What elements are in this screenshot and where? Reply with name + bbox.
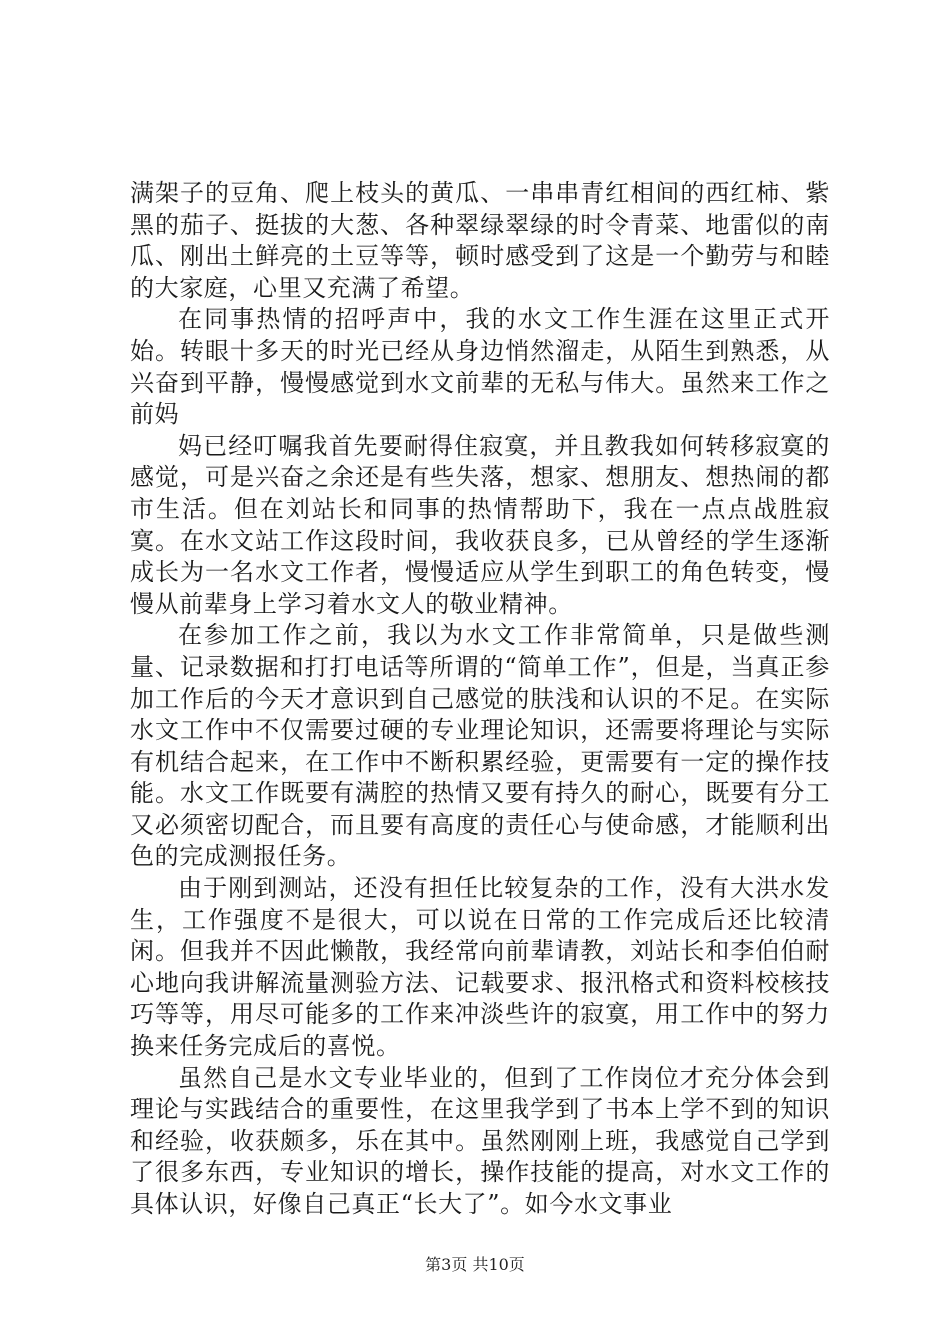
paragraph-2: 在同事热情的招呼声中，我的水文工作生涯在这里正式开始。转眼十多天的时光已经从身边悄然溜走，从陌生到熟悉，从兴奋到平静，慢慢感觉到水文前辈的无私与伟大。虽然来工作之前妈	[130, 305, 830, 429]
paragraph-4: 在参加工作之前，我以为水文工作非常简单，只是做些测量、记录数据和打打电话等所谓的“简单工作”，但是，当真正参加工作后的今天才意识到自己感觉的肤浅和认识的不足。在实际水文工作中不仅需要过硬的专业理论知识，还需要将理论与实际有机结合起来，在工作中不断积累经验，更需要有一定的操作技能。水文工作既要有满腔的热情又要有持久的耐心，既要有分工又必须密切配合，而且要有高度的责任心与使命感，才能顺利出色的完成测报任务。	[130, 621, 830, 871]
paragraph-6: 虽然自己是水文专业毕业的，但到了工作岗位才充分体会到理论与实践结合的重要性，在这里我学到了书本上学不到的知识和经验，收获颇多，乐在其中。虽然刚刚上班，我感觉自己学到了很多东西，专业知识的增长，操作技能的提高，对水文工作的具体认识，好像自己真正“长大了”。如今水文事业	[130, 1063, 830, 1218]
paragraph-3: 妈已经叮嘱我首先要耐得住寂寞，并且教我如何转移寂寞的感觉，可是兴奋之余还是有些失落，想家、想朋友、想热闹的都市生活。但在刘站长和同事的热情帮助下，我在一点点战胜寂寞。在水文站工作这段时间，我收获良多，已从曾经的学生逐渐成长为一名水文工作者，慢慢适应从学生到职工的角色转变，慢慢从前辈身上学习着水文人的敬业精神。	[130, 431, 830, 618]
paragraph-1-continued: 满架子的豆角、爬上枝头的黄瓜、一串串青红相间的西红柿、紫黑的茄子、挺拔的大葱、各种翠绿翠绿的时令青菜、地雷似的南瓜、刚出土鲜亮的土豆等等，顿时感受到了这是一个勤劳与和睦的大家庭，心里又充满了希望。	[130, 179, 830, 302]
page-number-footer: 第3页 共10页	[425, 1255, 525, 1274]
paragraph-5: 由于刚到测站，还没有担任比较复杂的工作，没有大洪水发生，工作强度不是很大，可以说在日常的工作完成后还比较清闲。但我并不因此懒散，我经常向前辈请教，刘站长和李伯伯耐心地向我讲解流量测验方法、记载要求、报汛格式和资料校核技巧等等，用尽可能多的工作来冲淡些许的寂寞，用工作中的努力换来任务完成后的喜悦。	[130, 874, 830, 1061]
document-body	[130, 178, 830, 1221]
